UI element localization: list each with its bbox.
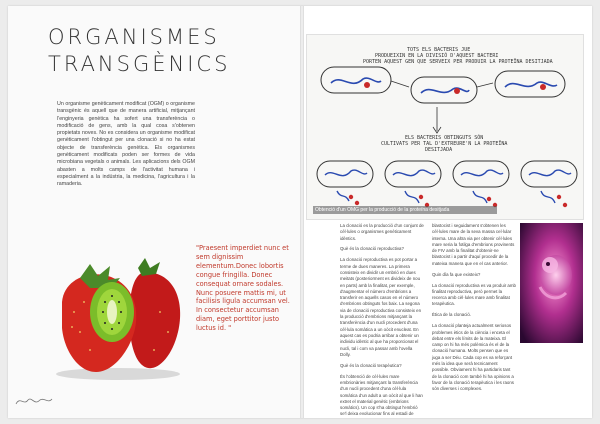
embryo-photo bbox=[520, 223, 583, 343]
transgenic-diagram bbox=[306, 34, 584, 220]
column-1-heading: Què és la clonació reproductiva? bbox=[340, 246, 404, 252]
column-2-paragraph: blastocist i seguidament s'obtenen les cèl·lules mare de la seva massa cel·lular interna. Una altra via per obtenir cèl·lules mare seria la fotilga d'embrions provinents de FIV amb la finalitat d'obtenir-ne blastocist i a partir d'aquí procedir de la mateixa manera que en el cas anterior. bbox=[432, 223, 515, 266]
column-1-paragraph: És l'obtenció de cèl·lules mare embrionàries mitjançant la transferència d'un nucli procedent d'una cèl·lula somàtica d'un adult a un oòcit al que li han extret el material genètic (embrions somàtics). Un cop s'ha obtingut l'embrió se'l deixa evolucionar fins al estadi de bbox=[340, 373, 423, 417]
title-line-1: ORGANISMES bbox=[48, 25, 220, 49]
column-1-paragraph: La clonació es la producció d'un conjunt de cèl·lules o organismes genèticament idèntics. bbox=[340, 223, 424, 241]
column-1-paragraph: La clonació reproductiva es pot portar a terme de dues maneres. La primera consisteix en dividir un embrió en dues meitats (posteriorment es divideix de nou en parts) amb la finalitat, per exemple, d'augmentar el número d'embrions a transferir en aquells casos en el número d'embrions obtinguts fos baix. La segona via de clonació reproductiva consisteix en la producció d'embrions mitjançant la transferència d'un nucli procedent d'una cèl·lula somàtica a un oòcit enucleat. En aquest cas es podria arribar a obtenir un individu idèntic al que ha proporcionat el nucli, tal i com va passar amb l'ovella Dolly. bbox=[340, 257, 422, 357]
photographer-signature bbox=[14, 394, 54, 408]
page-title bbox=[48, 24, 268, 78]
intro-paragraph: Un organisme genèticament modificat (OGM) o organisme transgènic és aquell que de manera artificial, mitjançant l'enginyeria genètica ha sofert una transferència o modificació de gens, amb la qual cosa s'obtenen propietats noves. No es considera un organisme modificat genèticament l'obtingut per una clonació si no ha estat objecte de transferència genètica. Els organismes genèticament modificats poden ser formes de vida microbiana vegetals o animals. Les aplicacions dels OGM abasten a molts camps de l'activitat humana i especialment a la indústria, la medicina, l'agricultura i la ramaderia. bbox=[57, 101, 195, 188]
article-column-2 bbox=[432, 223, 516, 392]
column-2-paragraph: La clonació reproductiva es va produir amb finalitat reproductiva, però permet la recerca amb cèl·lules mare amb finalitat terapèutica. bbox=[432, 282, 516, 307]
column-1-heading: Què és la clonació terapèutica? bbox=[340, 362, 402, 368]
diagram-label-top-1: TOTS ELS BACTERIS JUE bbox=[407, 47, 471, 53]
diagram-label-mid-1: ELS BACTERIS OBTINGUTS SÓN bbox=[405, 135, 484, 141]
column-2-heading: Quin día fa que existeix? bbox=[432, 271, 481, 277]
diagram-label-mid-3: DESITJADA bbox=[425, 147, 453, 153]
diagram-label-top-2: PRODUEIXIN EN LA DIVISIÓ D'AQUEST BACTERI bbox=[375, 53, 499, 59]
kiwi-strawberry-photo bbox=[50, 232, 190, 382]
title-line-2: TRANSGÈNICS bbox=[48, 52, 231, 76]
diagram-caption: Obtenció d'un OMG per la producció de la proteïna desitjada bbox=[313, 206, 497, 214]
diagram-label-top-3: PORTEN AQUEST GEN QUE SERVEIX PER PRODUIR LA PROTEÏNA DESITJADA bbox=[363, 59, 553, 65]
article-column-1 bbox=[340, 223, 424, 417]
pull-quote: "Praesent imperdiet nunc et sem dignissim elementum.Donec lobortis congue fringilla. Donec consequat ornare sodales. Nunc posuere mattis mi, ut facilisis ligula accumsan vel. In consectetur accumsan diam, eget porttitor justo luctus id. " bbox=[196, 244, 290, 333]
page-fold bbox=[300, 6, 304, 418]
column-2-heading: Ètica de la clonació. bbox=[432, 312, 472, 318]
diagram-label-mid-2: CULTIVATS PER TAL D'EXTREURE'N LA PROTEÏNA bbox=[381, 141, 508, 147]
column-2-paragraph: La clonació planteja actualment seriosos problemes ètics de la ciència i enceta el debat entre els límits de la mateixa. El camp on hi ha més polèmica és el de la clonació humana. Molts pensen que es juga a ser Déu. Cada cop es va reforçant més la idea que serà tecnicament possible. Obviament hi ha partidaris tant de la clonació com també hi ha opinions a favor de la clonació terapèutica i les raons són diverses i complexes. bbox=[432, 323, 515, 392]
